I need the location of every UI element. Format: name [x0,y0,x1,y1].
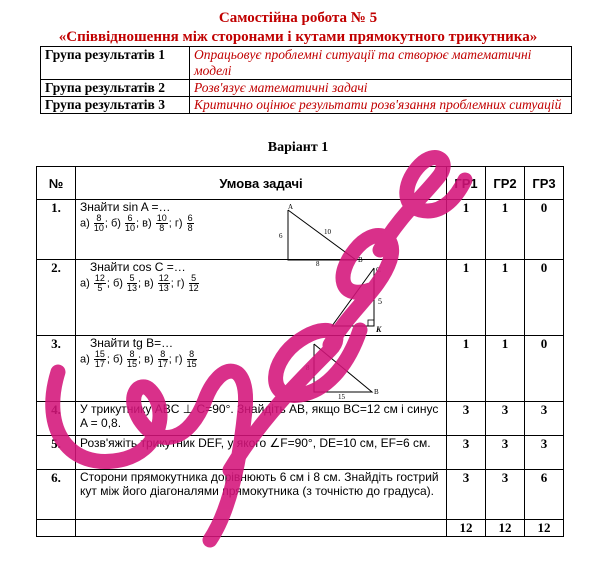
gr3-score: 3 [525,436,564,470]
option-label: г) [174,217,183,230]
fraction: $\frac{5}{13}$ [127,273,138,293]
side-label: 6 [279,232,283,240]
task-condition [76,200,447,266]
gr3-score: 0 [525,200,564,260]
groups-table [40,46,572,114]
totals-empty [76,520,447,537]
gr2-score: 3 [486,402,525,436]
task-number: 3. [37,336,76,402]
gr1-score: 1 [447,336,486,402]
table-row [37,260,564,336]
group-label: Група результатів 1 [41,47,190,80]
gr1-score: 3 [447,470,486,520]
answer-options: а) $\frac{8}{10}$ ; б) $\frac{6}{10}$ ; в) $\frac{10}{8}$ ; г) $\frac{6}{8}$ [80,213,193,233]
fraction: $\frac{6}{10}$ [125,213,136,233]
triangle-figure [300,340,380,400]
totals-row [37,520,564,537]
fraction: $\frac{8}{10}$ [93,213,104,233]
triangle-figure [326,264,396,334]
task-number: 5. [37,436,76,470]
group-row [41,47,572,80]
option-label: а) [80,353,90,366]
vertex-label: A [288,204,294,211]
header-num: № [37,167,76,200]
vertex-label: B [358,256,363,264]
gr1-score: 1 [447,260,486,336]
page-title: Самостійна робота № 5 [218,10,378,26]
fraction: $\frac{6}{8}$ [187,213,193,233]
triangle-figure [276,204,366,266]
side-label: 5 [378,297,382,306]
fraction: $\frac{10}{8}$ [156,213,167,233]
fraction: $\frac{15}{17}$ [94,349,105,369]
gr1-score: 3 [447,436,486,470]
gr3-score: 0 [525,336,564,402]
task-number: 1. [37,200,76,260]
gr2-score: 3 [486,470,525,520]
fraction: $\frac{8}{15}$ [127,349,138,369]
gr2-score: 1 [486,200,525,260]
group-row [41,97,572,114]
gr3-score: 6 [525,470,564,520]
group-row [41,80,572,97]
task-text: У трикутнику ABC ⊥ C=90°. Знайдіть AB, якщо BC=12 см і синус A = 0,8. [76,402,447,436]
table-row [37,402,564,436]
gr2-total: 12 [486,520,525,537]
task-condition [76,260,447,336]
gr1-total: 12 [447,520,486,537]
task-text: Знайти sin A =… [80,200,171,214]
option-label: б) [112,277,123,290]
answer-options: а) $\frac{12}{5}$ ; б) $\frac{5}{13}$ ; в) $\frac{12}{13}$ ; г) $\frac{5}{12}$ [80,273,199,293]
totals-empty [37,520,76,537]
page-subtitle: «Співвідношення між сторонами і кутами прямокутного трикутника» [58,29,538,45]
table-row [37,470,564,520]
gr3-total: 12 [525,520,564,537]
task-number: 6. [37,470,76,520]
task-text: Розв'яжіть трикутник DEF, у якого ∠F=90°, DE=10 см, EF=6 см. [76,436,447,470]
option-label: в) [144,277,154,290]
tasks-header-row [37,167,564,200]
group-label: Група результатів 3 [41,97,190,114]
task-condition [76,336,447,402]
gr3-score: 3 [525,402,564,436]
header-gr1: ГР1 [447,167,486,200]
side-label: 8 [316,260,320,266]
group-label: Група результатів 2 [41,80,190,97]
gr1-score: 1 [447,200,486,260]
group-text: Розв'язує математичні задачі [190,80,572,97]
header-condition: Умова задачі [76,167,447,200]
gr3-score: 0 [525,260,564,336]
option-label: б) [110,217,121,230]
task-text: Знайти cos C =… [90,260,186,274]
table-row [37,436,564,470]
answer-options: а) $\frac{15}{17}$ ; б) $\frac{8}{15}$ ; в) $\frac{8}{17}$ ; г) $\frac{8}{15}$ [80,349,197,369]
fraction: $\frac{12}{5}$ [94,273,105,293]
fraction: $\frac{12}{13}$ [158,273,169,293]
gr2-score: 1 [486,260,525,336]
option-label: в) [144,353,154,366]
fraction: $\frac{8}{15}$ [186,349,197,369]
vertex-label: C [376,266,381,274]
option-label: а) [80,277,90,290]
variant-title: Варіант 1 [267,140,329,155]
task-text: Сторони прямокутника дорівнюють 6 см і 8 см. Знайдіть гострий кут між його діагоналями прямокутника (з точністю до градуса). [76,470,447,520]
side-label: 8 [306,364,310,372]
task-number: 2. [37,260,76,336]
fraction: $\frac{5}{12}$ [188,273,199,293]
side-label: 15 [338,393,345,400]
fraction: $\frac{8}{17}$ [157,349,168,369]
table-row [37,200,564,260]
gr2-score: 3 [486,436,525,470]
vertex-label: B [374,388,379,396]
group-text: Критично оцінює результати розв'язання проблемних ситуацій [190,97,572,114]
option-label: б) [112,353,123,366]
option-label: в) [142,217,152,230]
option-label: г) [176,277,185,290]
table-row [37,336,564,402]
gr2-score: 1 [486,336,525,402]
task-text: Знайти tg B=… [90,336,174,350]
header-gr2: ГР2 [486,167,525,200]
option-label: а) [80,217,90,230]
gr1-score: 3 [447,402,486,436]
option-label: г) [174,353,183,366]
group-text: Опрацьовує проблемні ситуації та створює математичні моделі [190,47,572,80]
header-gr3: ГР3 [525,167,564,200]
vertex-label: K [376,325,382,334]
side-label: 10 [324,228,331,236]
tasks-table [36,166,564,537]
task-number: 4. [37,402,76,436]
